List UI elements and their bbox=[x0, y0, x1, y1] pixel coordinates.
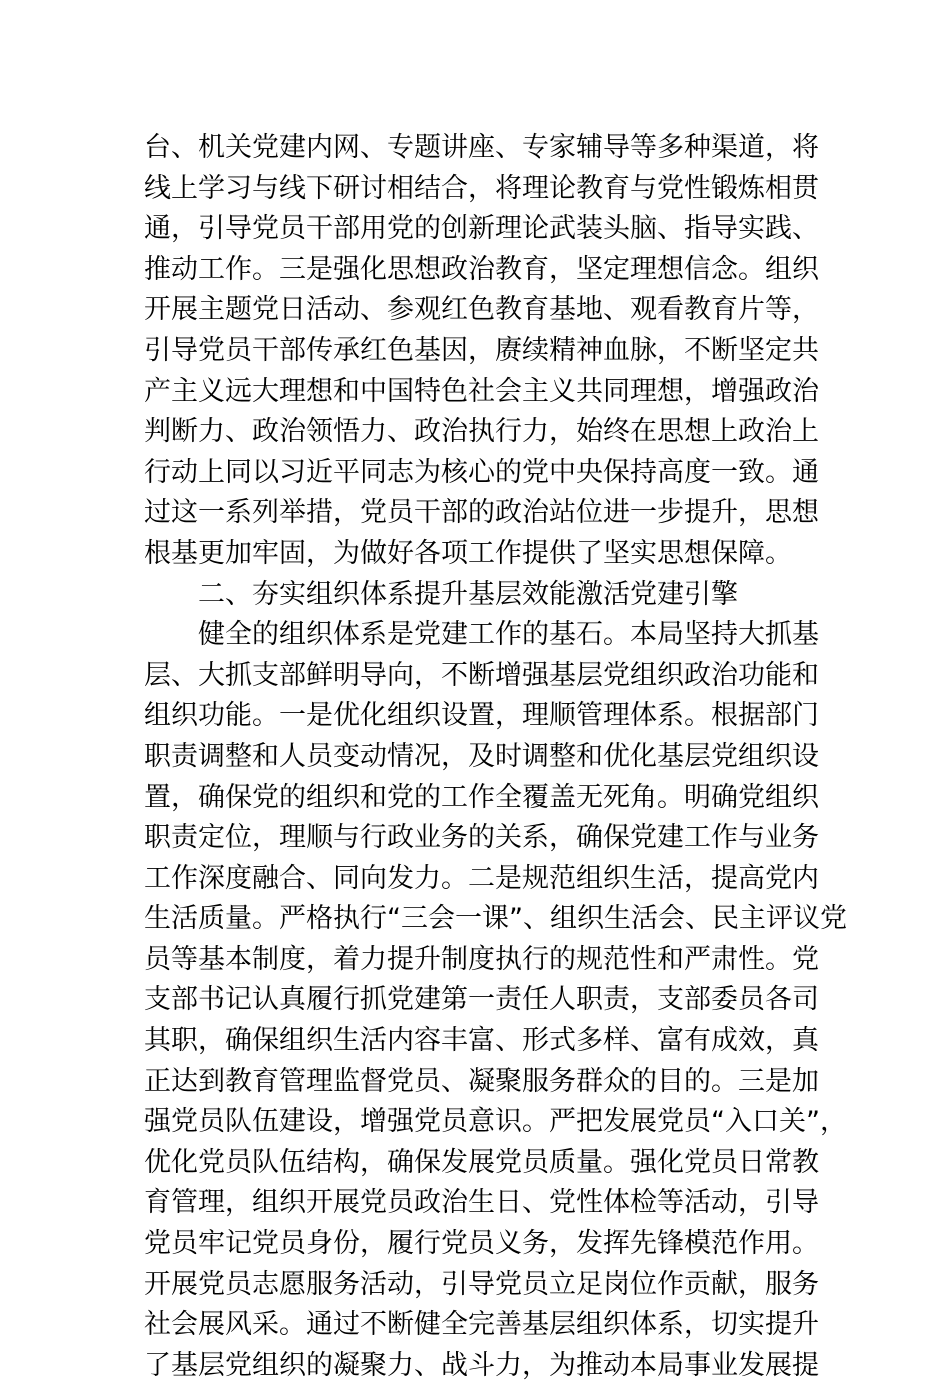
section-heading: 二、夯实组织体系提升基层效能激活党建引擎 bbox=[198, 578, 738, 610]
body-line: 优化党员队伍结构，确保发展党员质量。强化党员日常教 bbox=[144, 1146, 819, 1178]
body-line: 社会展风采。通过不断健全完善基层组织体系，切实提升 bbox=[144, 1309, 819, 1341]
body-line: 层、大抓支部鲜明导向，不断增强基层党组织政治功能和 bbox=[144, 659, 819, 691]
body-line: 其职，确保组织生活内容丰富、形式多样、富有成效，真 bbox=[144, 1025, 819, 1057]
body-line: 过这一系列举措，党员干部的政治站位进一步提升，思想 bbox=[144, 497, 819, 529]
body-line: 了基层党组织的凝聚力、战斗力，为推动本局事业发展提 bbox=[144, 1349, 819, 1381]
body-line: 工作深度融合、同向发力。二是规范组织生活，提高党内 bbox=[144, 862, 819, 894]
body-line: 党员牢记党员身份，履行党员义务，发挥先锋模范作用。 bbox=[144, 1228, 819, 1260]
body-line: 职责调整和人员变动情况，及时调整和优化基层党组织设 bbox=[144, 740, 819, 772]
document-body bbox=[144, 128, 847, 1386]
body-line: 通，引导党员干部用党的创新理论武装头脑、指导实践、 bbox=[144, 213, 819, 245]
paragraph-first-line: 健全的组织体系是党建工作的基石。本局坚持大抓基 bbox=[198, 619, 819, 651]
body-line: 开展主题党日活动、参观红色教育基地、观看教育片等， bbox=[144, 294, 819, 326]
body-line: 行动上同以习近平同志为核心的党中央保持高度一致。通 bbox=[144, 456, 819, 488]
body-line: 职责定位，理顺与行政业务的关系，确保党建工作与业务 bbox=[144, 822, 819, 854]
body-line: 支部书记认真履行抓党建第一责任人职责，支部委员各司 bbox=[144, 984, 819, 1016]
body-line: 判断力、政治领悟力、政治执行力，始终在思想上政治上 bbox=[144, 416, 819, 448]
body-line: 产主义远大理想和中国特色社会主义共同理想，增强政治 bbox=[144, 375, 819, 407]
body-line: 组织功能。一是优化组织设置，理顺管理体系。根据部门 bbox=[144, 700, 819, 732]
body-line: 正达到教育管理监督党员、凝聚服务群众的目的。三是加 bbox=[144, 1065, 819, 1097]
body-line: 置，确保党的组织和党的工作全覆盖无死角。明确党组织 bbox=[144, 781, 819, 813]
body-line: 引导党员干部传承红色基因，赓续精神血脉，不断坚定共 bbox=[144, 334, 819, 366]
body-line: 生活质量。严格执行“三会一课”、组织生活会、民主评议党 bbox=[144, 903, 847, 935]
body-line: 强党员队伍建设，增强党员意识。严把发展党员“入口关”， bbox=[144, 1106, 847, 1138]
body-line: 线上学习与线下研讨相结合，将理论教育与党性锻炼相贯 bbox=[144, 172, 819, 204]
body-line: 台、机关党建内网、专题讲座、专家辅导等多种渠道，将 bbox=[144, 132, 819, 163]
body-line: 根基更加牢固，为做好各项工作提供了坚实思想保障。 bbox=[144, 537, 792, 569]
body-line: 育管理，组织开展党员政治生日、党性体检等活动，引导 bbox=[144, 1187, 819, 1219]
body-line: 员等基本制度，着力提升制度执行的规范性和严肃性。党 bbox=[144, 943, 819, 975]
body-line: 开展党员志愿服务活动，引导党员立足岗位作贡献，服务 bbox=[144, 1268, 819, 1300]
body-line: 推动工作。三是强化思想政治教育，坚定理想信念。组织 bbox=[144, 253, 819, 285]
